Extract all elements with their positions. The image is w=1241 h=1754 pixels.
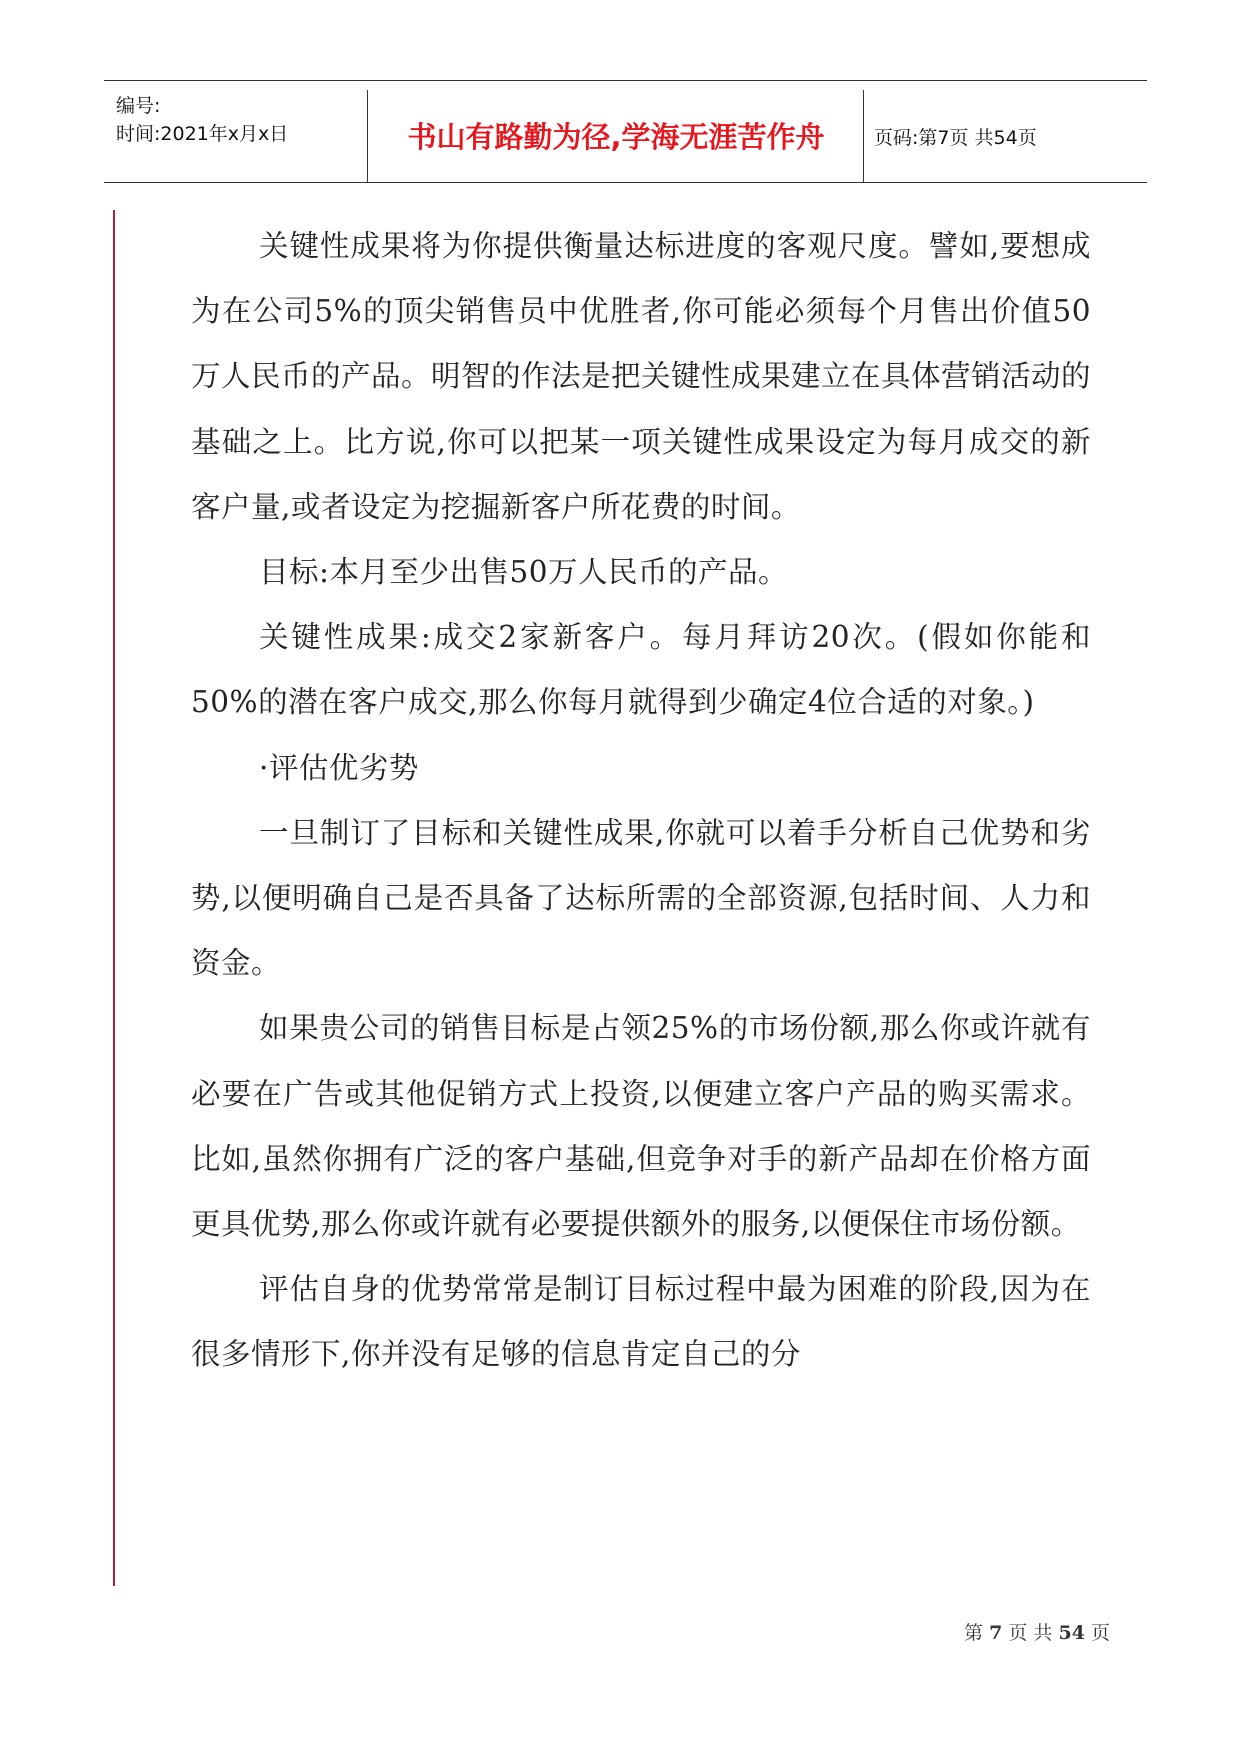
footer-page-number: 7 xyxy=(989,1622,1003,1644)
paragraph: 关键性成果将为你提供衡量达标进度的客观尺度。譬如,要想成为在公司5%的顶尖销售员中优胜者,你可能必须每个月售出价值50万人民币的产品。明智的作法是把关键性成果建立在具体营销活动的基础之上。比方说,你可以把某一项关键性成果设定为每月成交的新客户量,或者设定为挖掘新客户所花费的时间。 xyxy=(191,229,1092,524)
paragraph: 关键性成果:成交2家新客户。每月拜访20次。(假如你能和50%的潜在客户成交,那么你每月就得到少确定4位合适的对象。) xyxy=(191,620,1091,720)
paragraph: 目标:本月至少出售50万人民币的产品。 xyxy=(259,555,788,590)
footer-suffix: 页 xyxy=(1090,1622,1110,1644)
document-body xyxy=(191,214,1091,1388)
document-time-label: 时间:2021年x月x日 xyxy=(116,123,289,145)
document-number-label: 编号: xyxy=(116,95,161,117)
footer-prefix: 第 xyxy=(964,1622,984,1644)
header-page-label: 页码:第7页 共54页 xyxy=(874,127,1037,149)
header-divider-left xyxy=(367,90,368,182)
footer-total-pages: 54 xyxy=(1058,1622,1085,1644)
paragraph: 如果贵公司的销售目标是占领25%的市场份额,那么你或许就有必要在广告或其他促销方式上投资,以便建立客户产品的购买需求。比如,虽然你拥有广泛的客户基础,但竞争对手的新产品却在价格方面更具优势,那么你或许就有必要提供额外的服务,以便保住市场份额。 xyxy=(191,1011,1091,1242)
header-divider-right xyxy=(863,90,864,182)
header-top-rule xyxy=(104,80,1147,81)
header-motto: 书山有路勤为径,学海无涯苦作舟 xyxy=(407,120,825,154)
page-footer xyxy=(850,1618,1110,1648)
left-margin-rule xyxy=(113,210,115,1586)
paragraph: 一旦制订了目标和关键性成果,你就可以着手分析自己优势和劣势,以便明确自己是否具备了达标所需的全部资源,包括时间、人力和资金。 xyxy=(191,815,1091,981)
footer-middle: 页 共 xyxy=(1008,1622,1053,1644)
header-meta xyxy=(116,92,288,148)
header-bottom-rule xyxy=(104,182,1147,183)
paragraph: 评估自身的优势常常是制订目标过程中最为困难的阶段,因为在很多情形下,你并没有足够的信息肯定自己的分 xyxy=(191,1272,1091,1372)
section-heading: ·评估优劣势 xyxy=(259,750,419,785)
